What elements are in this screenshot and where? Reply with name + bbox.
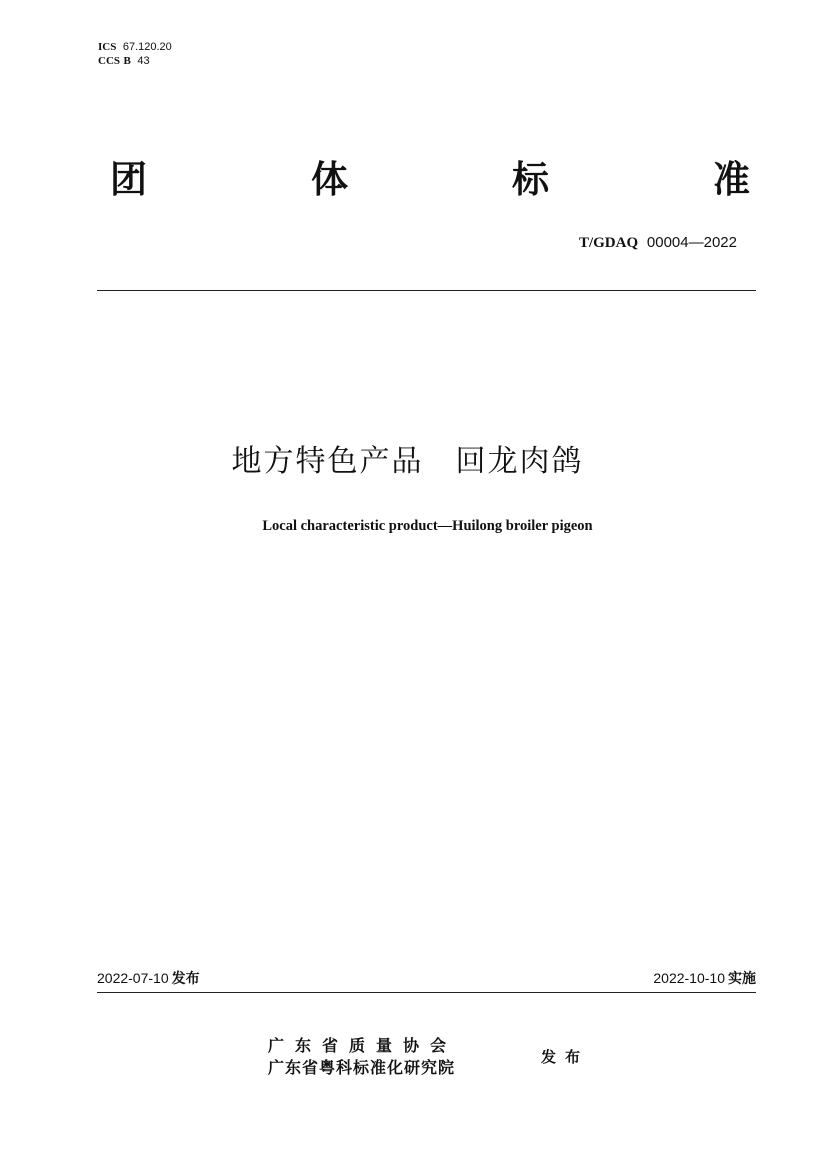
top-divider xyxy=(97,290,756,291)
heading-char: 体 xyxy=(311,158,348,201)
issuer-1: 广东省质量协会 xyxy=(268,1036,458,1055)
implement-date-value: 2022-10-10 xyxy=(653,970,725,986)
issue-word: 发布 xyxy=(541,1048,590,1066)
issuer-2: 广东省粤科标准化研究院 xyxy=(268,1058,456,1077)
publish-word: 发布 xyxy=(171,971,200,987)
ccs-sub: B xyxy=(123,55,131,67)
implement-word: 实施 xyxy=(728,971,756,987)
ccs-value: 43 xyxy=(137,55,150,67)
ccs-label: CCS xyxy=(98,55,121,67)
publish-date-value: 2022-07-10 xyxy=(97,970,169,986)
heading-char: 准 xyxy=(713,158,750,201)
ics-line xyxy=(98,40,172,54)
ccs-line xyxy=(98,54,172,68)
heading-char: 标 xyxy=(512,158,549,201)
standard-code-number: 00004—2022 xyxy=(646,234,737,251)
issuing-organizations xyxy=(268,1035,457,1079)
publish-date xyxy=(97,968,200,989)
bottom-divider xyxy=(97,992,756,993)
document-title-english: Local characteristic product—Huilong broiler pigeon xyxy=(262,518,593,534)
implement-date xyxy=(653,968,756,989)
classification-codes xyxy=(98,40,172,68)
ics-label: ICS xyxy=(98,41,117,53)
document-title-chinese: 地方特色产品 回龙肉鸽 xyxy=(231,444,584,479)
standard-type-heading xyxy=(110,158,750,202)
ics-value: 67.120.20 xyxy=(122,41,172,53)
standard-code-prefix: T/GDAQ xyxy=(578,235,639,251)
standard-code xyxy=(579,232,737,253)
heading-char: 团 xyxy=(110,158,147,201)
